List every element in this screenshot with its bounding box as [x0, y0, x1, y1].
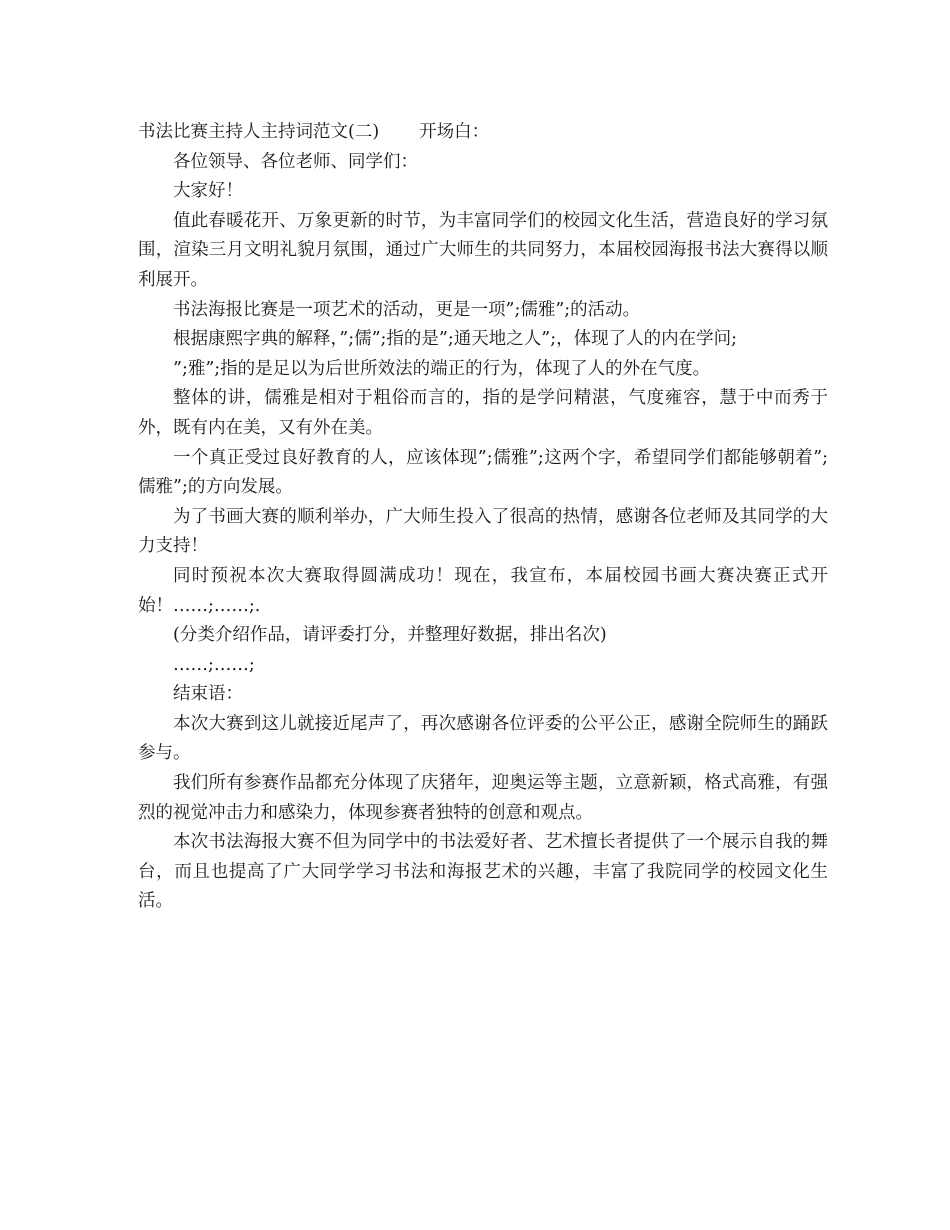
closing-heading: 结束语：: [173, 684, 243, 705]
paragraph: 同时预祝本次大赛取得圆满成功！现在，我宣布，本届校园书画大赛决赛正式开始！……;……;.: [138, 565, 828, 616]
paragraph: 本次大赛到这儿就接近尾声了，再次感谢各位评委的公平公正，感谢全院师生的踊跃参与。: [138, 713, 828, 764]
paragraph: 根据康熙字典的解释，”;儒”;指的是”;通天地之人”;，体现了人的内在学问;: [173, 329, 738, 350]
paragraph: 本次书法海报大赛不但为同学中的书法爱好者、艺术擅长者提供了一个展示自我的舞台，而且也提高了广大同学学习书法和海报艺术的兴趣，丰富了我院同学的校园文化生活。: [138, 832, 828, 912]
paragraph: 一个真正受过良好教育的人，应该体现”;儒雅”;这两个字，希望同学们都能够朝着”;儒雅”;的方向发展。: [138, 447, 828, 498]
paragraph: 书法海报比赛是一项艺术的活动，更是一项”;儒雅”;的活动。: [173, 299, 641, 320]
document-title: 书法比赛主持人主持词范文(二): [138, 122, 380, 142]
paragraph: ”;雅”;指的是足以为后世所效法的端正的行为，体现了人的外在气度。: [173, 358, 711, 379]
paragraph: 各位领导、各位老师、同学们：: [173, 151, 418, 172]
paragraph: 值此春暖花开、万象更新的时节，为丰富同学们的校园文化生活，营造良好的学习氛围，渲染三月文明礼貌月氛围，通过广大师生的共同努力，本届校园海报书法大赛得以顺利展开。: [138, 210, 828, 290]
opening-heading: 开场白：: [419, 122, 490, 142]
paragraph: ……;……;: [173, 654, 255, 675]
paragraph: (分类介绍作品，请评委打分，并整理好数据，排出名次): [173, 625, 607, 646]
paragraph: 整体的讲，儒雅是相对于粗俗而言的，指的是学问精湛，气度雍容，慧于中而秀于外，既有内在美，又有外在美。: [138, 388, 828, 438]
document-body: [138, 118, 828, 917]
document-title-line: [138, 118, 828, 148]
paragraph: 大家好！: [173, 181, 243, 202]
paragraph: 为了书画大赛的顺利举办，广大师生投入了很高的热情，感谢各位老师及其同学的大力支持！: [138, 506, 828, 557]
paragraph: 我们所有参赛作品都充分体现了庆猪年，迎奥运等主题，立意新颖，格式高雅，有强烈的视觉冲击力和感染力，体现参赛者独特的创意和观点。: [138, 773, 828, 823]
